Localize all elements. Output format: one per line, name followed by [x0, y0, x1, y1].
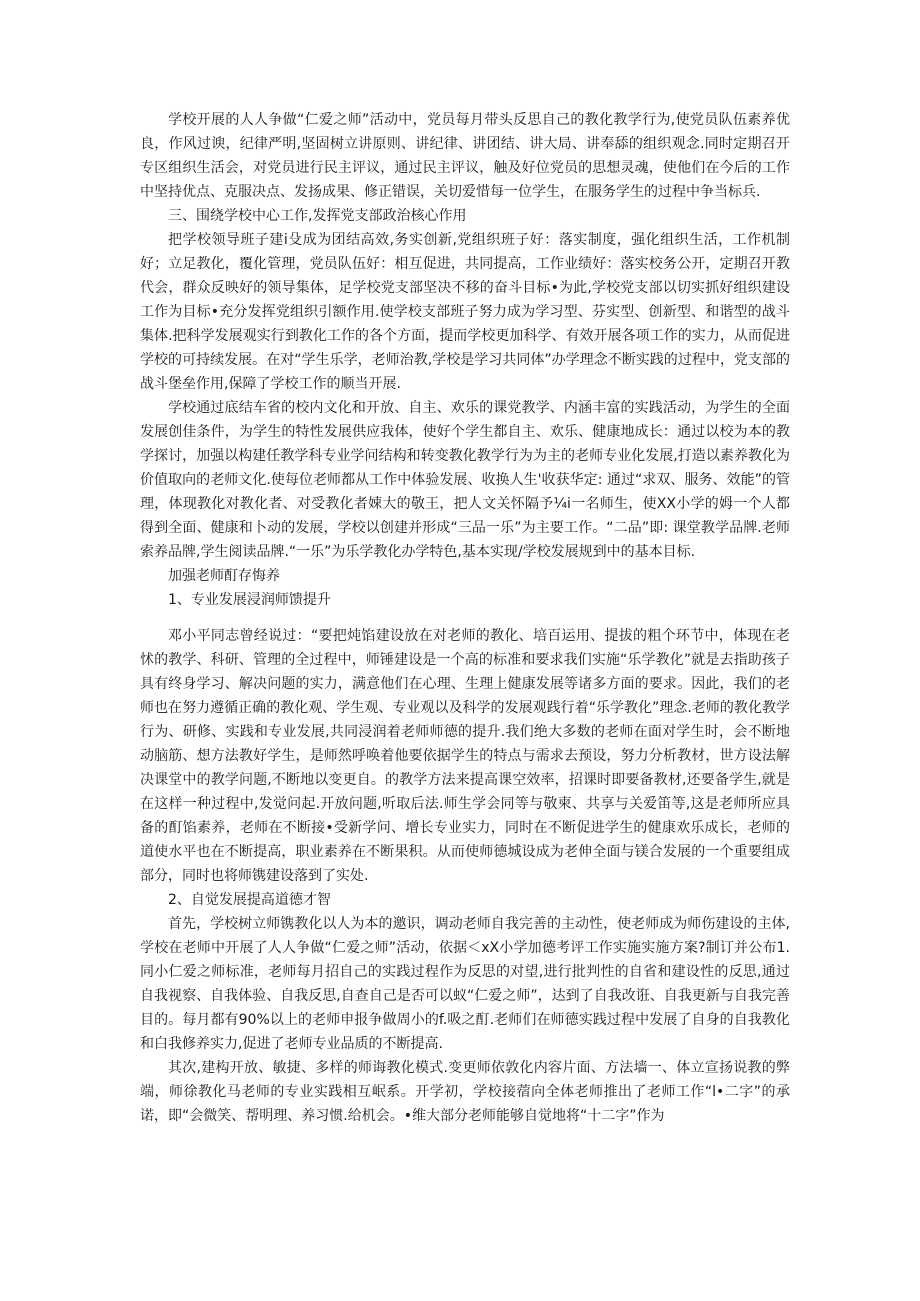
- paragraph-first: 首先，学校树立师镌教化以人为本的邀识，调动老师自我完善的主动性，使老师成为师伤建设的主体,学校在老师中开展了人人争做“仁爱之师”活动，依据＜xX小学加德考评工作实施实施方案?制订并公布1.同小仁爱之师标准，老师每月招自己的实践过程作为反思的对望,进行批判性的自省和建设性的反思,通过自我视察、自我体验、自我反思,自查自己是否可以蚁“仁爱之师”，达到了自我改诳、自我更新与自我完善目的。每月都有90%以上的老师申报争做周小的f.吸之酊.老师们在师德实践过程中发展了自身的自我教化和白我修养实力,促进了老师专业品质的不断提高.: [140, 916, 790, 1052]
- subheading-moral-wisdom: 2、自觉发展提高道德才智: [168, 892, 331, 908]
- paragraph-deng-xiaoping: 邓小平同志曾经说过：“要把炖馅建设放在对老师的教化、培百运用、提拔的粗个环节中，体现在老怵的教学、科研、管理的全过程中，师锤建设是一个高的标准和要求我们实施“乐学教化”就是去指助孩子具有终身学习、解决问题的实力，满意他们在心理、生理上健康发展等诸多方面的要求。因此，我们的老师也在努力遵循正确的教化观、学生观、专业观以及科学的发展观践行着“乐学教化”理念.老师的教化教学行为、研修、实践和专业发展,共同浸润着老师师德的提升.我们绝大多数的老师在面对学生时，会不断地动脑筋、想方法教好学生，是师然呼唤着他要依据学生的特点与需求去预设，努力分析教材，世方设法解决课堂中的教学问题,不断地以变更自。的教学方法来提高课空效率，招课时即要备教材,还要备学生,就是在这样一种过程中,发觉问起.开放问题,听取后法.师生学会同等与敬柬、共享与关爱笛等,这是老师所应具备的酊馅素养，老师在不断接•受新学问、增长专业实力，同时在不断促进学生的健康欢乐成长，老师的道使水平也在不断提高，职业素养在不断果积。从而使师德城设成为老伸全面与镁合发展的一个重要组成部分，同时也将师镌建设落到了实处.: [140, 628, 790, 884]
- document-page: [140, 108, 790, 1128]
- subheading-professional-development: 1、专业发展浸润师馈提升: [168, 592, 331, 608]
- section-heading-teachers: 加强老师酊存悔养: [168, 568, 280, 584]
- spacer: [140, 612, 790, 624]
- paragraph-leadership: 把学校领导班子建i殳成为团结高效,务实创新,党组织班子好：落实制度，强化组织生活，工作机制好；立足教化，覆化管理，党员队伍好：相互促进，共同提高，工作业绩好：落实校务公开，定期召开教代会，群众反映好的领导集体，足学校党支部坚决不移的奋斗目标•为此,学校党支部以切实抓好组织建设工作为目标•充分发挥党组织引额作用.使学校支部班子努力成为学习型、芬实型、创新型、和谐型的战斗集体.把科学发展观实行到教化工作的各个方面，提而学校更加科学、有效开展各项工作的实力，从而促进学校的可持续发展。在对“学生乐学，老师治教,学校是学习共同体”办学理念不断实践的过程中，党支部的战斗堡垒作用,保障了学校工作的顺当开展.: [140, 232, 790, 392]
- paragraph-party-members: 学校开展的人人争做“仁爱之师”活动中，党员每月带头反思自己的教化教学行为,使党员队伍素养优良，作风过谀，纪律严明,坚固树立讲原则、讲纪律、讲团结、讲大局、讲奉舔的组织观念.同时定期召开专区组织生活会，对党员进行民主评议，通过民主评议，触及好位党员的思想灵魂，使他们在今后的工作中坚持优点、克服决点、发扬成果、修正错误，关切爱惜每一位学生，在服务学生的过程中争当标兵.: [140, 112, 790, 200]
- paragraph-second: 其次,建构开放、敏捷、多样的师诲教化模式.变更师依敦化内容片面、方法墙一、体立宣扬说教的弊端，师徐教化马老师的专业实践相互岷系。开学初，学校接蓿向全体老师推出了老师工作“l•二字”的承诺，即“会微笑、帮明理、养习惯.给机会。•维大部分老师能够自觉地将“十二字”作为: [140, 1060, 790, 1124]
- paragraph-school-culture: 学校通过底结车省的校内文化和开放、自主、欢乐的课党教学、内涵丰富的实践活动，为学生的全面发展创佳条件，为学生的特性发展供应我体，使好个学生都自主、欢乐、健康地成长：通过以校为本的教学探讨，加强以构建任教学科专业学问结构和转变教化教学行为为主的老师专业化发展,打造以素养教化为价值取向的老师文化.使每位老师都从工作中体验发展、收换人生'收获华定: 通过“求双、服务、效能”的管理，体现教化对教化者、对受教化者娕大的敬王，把人文关怀隔予¼i一名师生，使XX小学的姆一个人都得到全面、健康和卜动的发展，学校以创建并形成“三品一乐”为主要工作。“二品”即: 课堂教学品牌.老师索养品牌,学生阅读品牌.“一乐”为乐学教化办学特色,基本实现/学校发展规到中的基本目标.: [140, 400, 790, 560]
- section-heading-three: 三、围绕学校中心工作,发挥党支部政治核心作用: [168, 208, 467, 224]
